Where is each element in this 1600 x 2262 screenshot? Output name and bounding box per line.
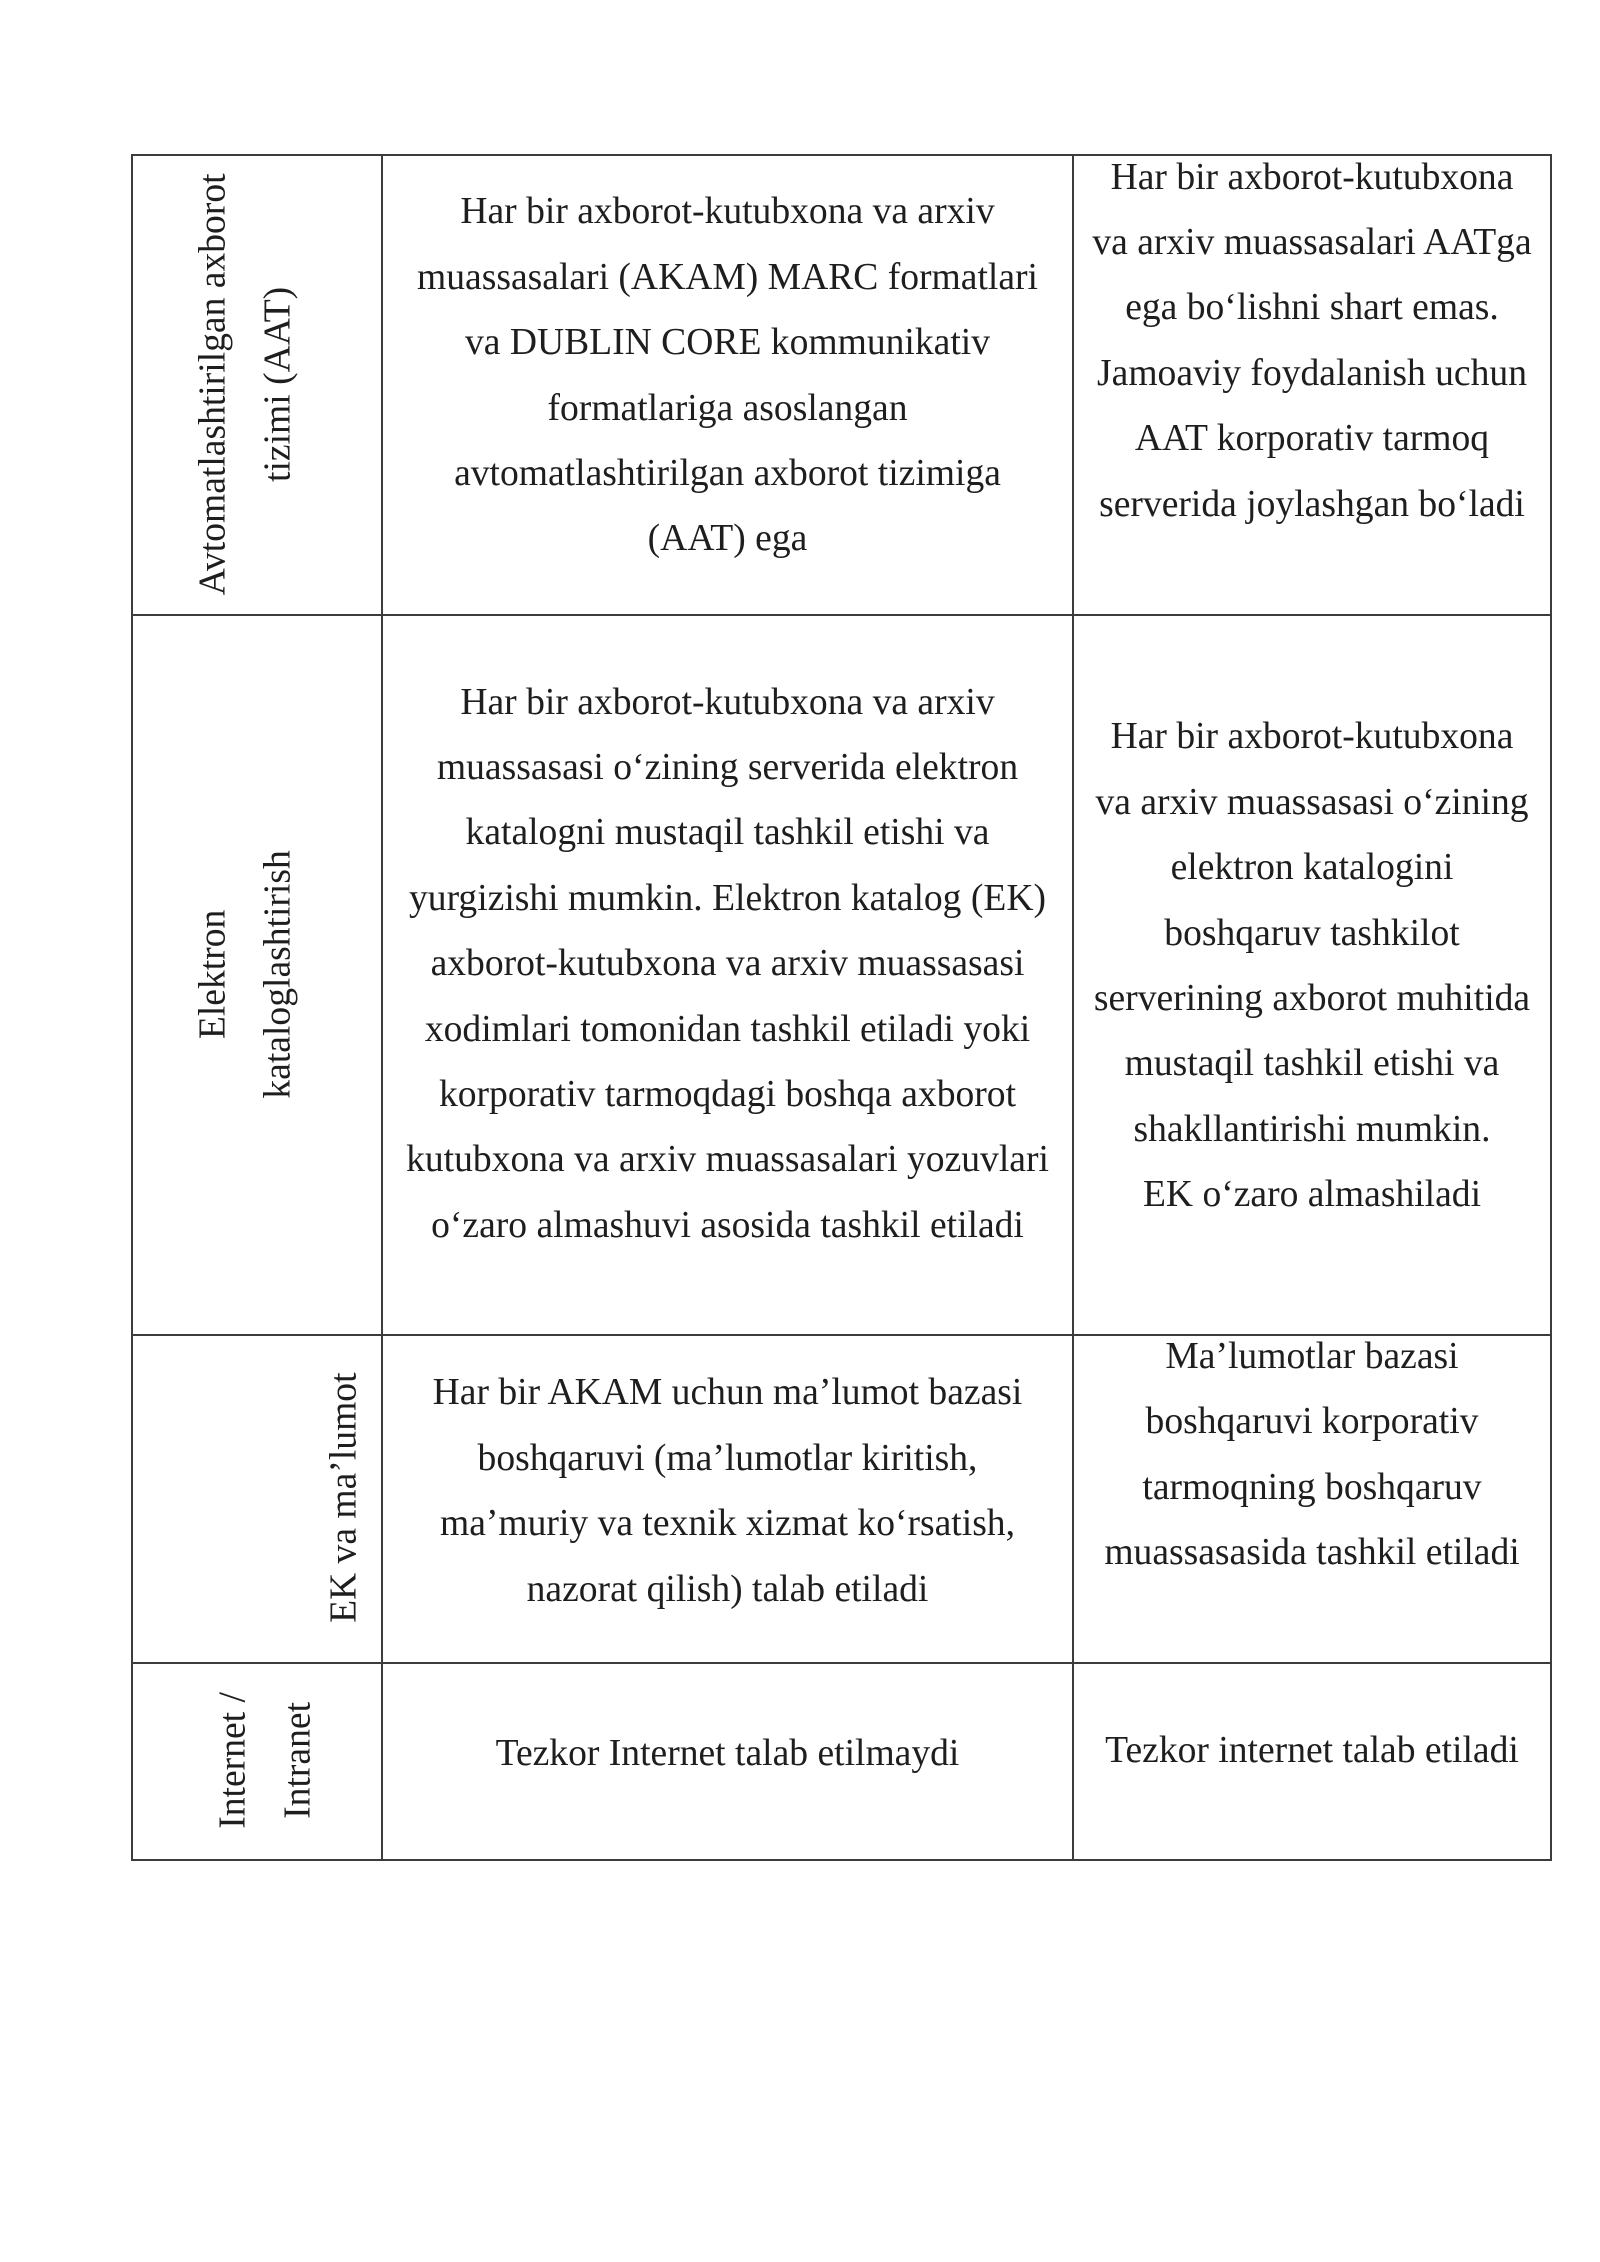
row-header-label: EK va ma’lumot [323, 1372, 365, 1623]
table-cell [381, 1662, 1074, 1861]
table-cell [381, 614, 1074, 1336]
row-header-cell [131, 154, 383, 616]
table-cell [1072, 1334, 1552, 1664]
table-cell [381, 154, 1074, 616]
row-header-cell [131, 614, 383, 1336]
comparison-table [131, 154, 1552, 1861]
table-cell [381, 1334, 1074, 1664]
cell-text: Tezkor internet talab etiladi [1105, 1730, 1519, 1772]
table-cell [1072, 154, 1552, 616]
cell-text: Tezkor Internet talab etilmaydi [495, 1733, 960, 1775]
cell-text: Ma’lumotlar bazasi boshqaruvi korporativ tarmoqning boshqaruv muassasasida tashkil etiladi [1104, 1336, 1520, 1574]
row-header-label: Avtomatlashtirilgan axborot tizimi (AAT) [192, 173, 299, 595]
row-header-label: Internet / Intranet [212, 1692, 319, 1829]
row-header-label: Elektron kataloglashtirish [192, 849, 299, 1099]
cell-text: Har bir axborot-kutubxona va arxiv muassasasi o‘zining elektron katalogini boshqaruv tashkilot serverining axborot muhitida mustaqil tashkil etishi va shakllantirishi mumkin. EK o‘zaro almashiladi [1093, 716, 1531, 1216]
cell-text: Har bir axborot-kutubxona va arxiv muassasasi o‘zining serverida elektron katalogni mustaqil tashkil etishi va yurgizishi mumkin. Elektron katalog (EK) axborot-kutubxona va arxiv muassasasi xodimlari tomonidan tashkil etiladi yoki korporativ tarmoqdagi boshqa axborot kutubxona va arxiv muassasalari yozuvlari o‘zaro almashuvi asosida tashkil etiladi [406, 681, 1049, 1246]
table-cell [1072, 614, 1552, 1336]
row-header-cell [131, 1334, 383, 1664]
cell-text: Har bir axborot-kutubxona va arxiv muassasalari AATga ega bo‘lishni shart emas. Jamoaviy foydalanish uchun AAT korporativ tarmoq serverida joylashgan bo‘ladi [1092, 156, 1532, 525]
table-cell [1072, 1662, 1552, 1861]
cell-text: Har bir axborot-kutubxona va arxiv muassasalari (AKAM) MARC formatlari va DUBLIN CORE kommunikativ formatlariga asoslangan avtomatlashtirilgan axborot tizimiga (AAT) ega [417, 191, 1038, 560]
cell-text: Har bir AKAM uchun ma’lumot bazasi boshqaruvi (ma’lumotlar kiritish, ma’muriy va texnik xizmat ko‘rsatish, nazorat qilish) talab etiladi [432, 1372, 1023, 1610]
row-header-cell [131, 1662, 383, 1861]
